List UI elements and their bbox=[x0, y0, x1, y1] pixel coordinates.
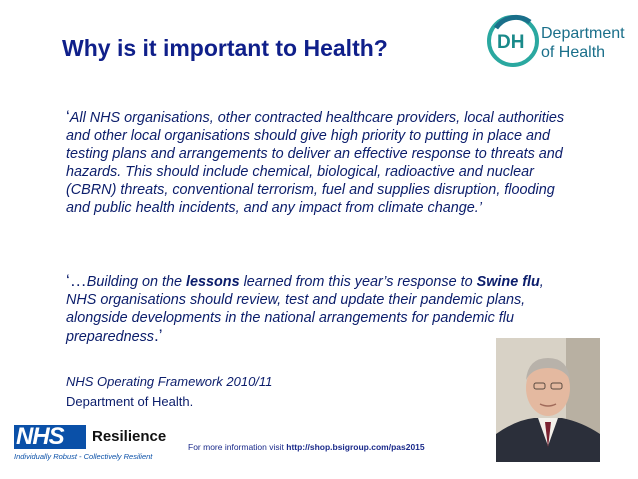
source-framework: NHS Operating Framework 2010/11 bbox=[66, 374, 273, 389]
quote2-lessons: lessons bbox=[186, 274, 240, 290]
slide-title: Why is it important to Health? bbox=[62, 35, 388, 61]
logo-initials: DH bbox=[497, 32, 525, 53]
nhs-logo-text: NHS bbox=[16, 423, 64, 450]
portrait-photo bbox=[496, 338, 600, 462]
logo-line2: of Health bbox=[541, 44, 606, 61]
logo-line1: Department bbox=[541, 25, 625, 42]
footer-text: For more information visit bbox=[188, 442, 287, 452]
quote2-part2: learned from this year’s response to bbox=[239, 274, 477, 290]
quote2-part1: Building on the bbox=[86, 274, 186, 290]
quote-open-mark: ‘ bbox=[66, 107, 70, 126]
quote-swine-flu bbox=[66, 272, 546, 346]
quote-operating-framework bbox=[66, 108, 570, 217]
quote2-end-mark: .’ bbox=[154, 326, 163, 345]
footer-link[interactable]: http://shop.bsigroup.com/pas2015 bbox=[286, 442, 425, 452]
department-of-health-logo bbox=[486, 10, 636, 72]
quote1-text: All NHS organisations, other contracted healthcare providers, local authorities and other local organisations should give high priority to putting in place and testing plans and arrangements to deliver an effective response to threats and hazards. This should include chemical, biological, radioactive and nuclear (CBRN) threats, conventional terrorism, fuel and supplies disruption, flooding and public health incidents, and any impact from climate change.’ bbox=[66, 110, 565, 216]
quote2-open-mark: ‘… bbox=[66, 271, 87, 290]
footer-info bbox=[188, 442, 425, 452]
quote2-part3: , NHS organisations should review, test and update their pandemic plans, alongside developments in the national arrangements for pandemic flu preparedness bbox=[66, 274, 544, 345]
source-department: Department of Health. bbox=[66, 394, 194, 409]
resilience-label: Resilience bbox=[92, 428, 167, 445]
nhs-tagline: Individually Robust - Collectively Resilient bbox=[14, 452, 153, 461]
quote2-swine-flu: Swine flu bbox=[476, 274, 540, 290]
